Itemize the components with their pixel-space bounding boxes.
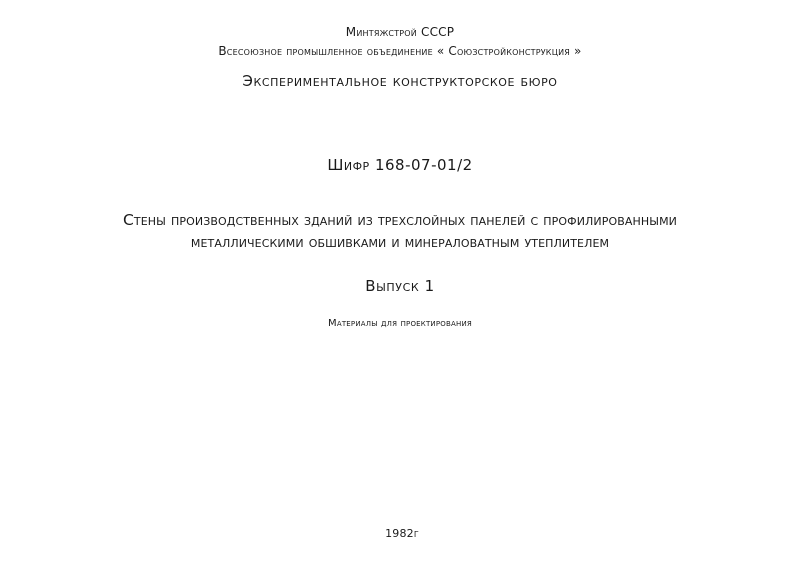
publication-year: 1982г	[385, 527, 419, 540]
document-title-line-1: Стены производственных зданий из трехслойных панелей с профилированными	[123, 211, 677, 229]
ministry-name: Минтяжстрой СССР	[345, 25, 455, 39]
bureau-name: Экспериментальное конструкторское бюро	[242, 72, 558, 90]
document-title-line-2: металлическими обшивками и минераловатным утеплителем	[190, 233, 610, 251]
issue-number: Выпуск 1	[365, 277, 435, 295]
association-name: Всесоюзное промышленное объединение « Союзстройконструкция »	[218, 44, 582, 58]
document-subtitle: Материалы для проектирования	[328, 318, 472, 329]
document-cipher: Шифр 168-07-01/2	[327, 156, 473, 174]
